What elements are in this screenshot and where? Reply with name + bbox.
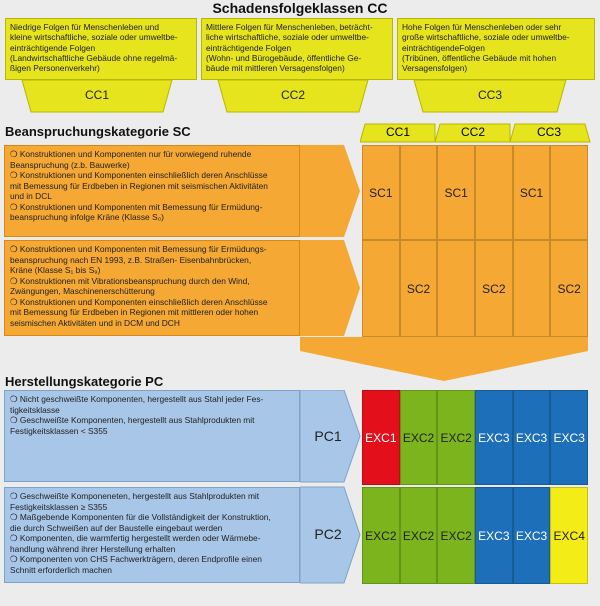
pc2-line: handlung während ihrer Herstellung erhalten	[10, 543, 176, 554]
pc2-line: die durch Schweißen auf der Baustelle eingebaut werden	[10, 522, 223, 533]
pc2-line: ❍ Komponenten, die warmfertig hergestellt werden oder Wärmebe-	[10, 533, 261, 543]
sc1-line: Beanspruchung (z.b. Bauwerke)	[10, 159, 130, 170]
grid-cell	[400, 145, 438, 240]
grid-cell: EXC2	[400, 390, 438, 485]
pc2-line: Festigkeitsklassen ≥ S355	[10, 501, 108, 512]
grid-cell: SC1	[513, 145, 551, 240]
sc2-line: seismischen Aktivitäten und in DCM und DCH	[10, 317, 180, 328]
grid-cell: SC2	[550, 240, 588, 337]
cc2-line: Mittlere Folgen für Menschenleben, beträcht-	[206, 22, 373, 32]
sc2-line: ❍ Konstruktionen und Komponenten einschließlich deren Anschlüsse	[10, 296, 268, 307]
cc3-line: einträchtigendeFolgen	[402, 42, 485, 53]
cc3-line: große wirtschaftliche, soziale oder umweltbe-	[402, 32, 570, 43]
grid-cell	[437, 240, 475, 337]
sc2-line: beanspruchung nach EN 1993, z.B. Straßen- Eisenbahnbrücken,	[10, 254, 252, 265]
pc1-label: PC1	[314, 428, 342, 444]
sc-cc1-label: CC1	[385, 125, 410, 139]
down-arrow	[300, 337, 600, 383]
sc-cc2-label: CC2	[460, 125, 485, 139]
cc-title: Schadensfolgeklassen CC	[212, 0, 388, 16]
pc-arrows	[300, 390, 362, 584]
grid-cell: EXC4	[550, 487, 588, 584]
cc2-line: einträchtigende Folgen	[206, 42, 292, 53]
cc2-line: (Wohn- und Bürogebäude, öffentliche Ge-	[206, 52, 362, 63]
sc-arrows	[300, 145, 362, 337]
pc2-line: ❍ Geschweißte Komponeneten, hergestellt aus Stahlprodukten mit	[10, 491, 260, 501]
pc1-line: tigkeitsklasse	[10, 404, 60, 415]
grid-cell	[475, 145, 513, 240]
grid-cell: EXC2	[437, 390, 475, 485]
sc1-line: beanspruchung infolge Kräne (Klasse S₀)	[10, 212, 164, 222]
grid-cell	[550, 145, 588, 240]
cc2-line: liche wirtschaftliche, soziale oder umweltbe-	[206, 32, 369, 43]
sc1-line: ❍ Konstruktionen und Komponenten nur für vorwiegend ruhende	[10, 149, 252, 159]
sc2-line: ❍ Konstruktionen mit Vibrationsbeanspruchung durch den Wind,	[10, 275, 250, 286]
pc-row-2	[362, 487, 588, 584]
pc1-line: Festigkeitsklassen < S355	[10, 425, 108, 436]
grid-cell: EXC3	[475, 390, 513, 485]
pc2-line: Schnitt erforderlich machen	[10, 564, 112, 575]
grid-cell: EXC1	[362, 390, 400, 485]
cc1-line: ßigen Personenverkehr)	[10, 63, 100, 74]
cc2-tab-label: CC2	[280, 88, 305, 102]
grid-cell: EXC3	[550, 390, 588, 485]
cc1-line: (Landwirtschaftliche Gebäude ohne regelmä-	[10, 52, 178, 63]
grid-cell: EXC3	[513, 487, 551, 584]
cc2-line: bäude mit mittleren Versagensfolgen)	[206, 63, 345, 74]
sc1-line: ❍ Konstruktionen und Komponenten mit Bemessung für Ermüdung-	[10, 201, 263, 212]
cc3-line: Hohe Folgen für Menschenleben oder sehr	[402, 22, 562, 32]
sc2-line: Zwängungen, Maschinenerschütterung	[10, 286, 155, 296]
pc2-line: ❍ Maßgebende Komponenten für die Vollständigkeit der Konstruktion,	[10, 512, 271, 522]
grid-cell: SC1	[362, 145, 400, 240]
cc1-tab-label: CC1	[84, 88, 109, 102]
pc-title: Herstellungskategorie PC	[5, 374, 164, 389]
grid-cell: EXC3	[513, 390, 551, 485]
sc-cc3-label: CC3	[536, 125, 561, 139]
sc1-arrow-shape	[300, 145, 360, 237]
cc1-line: einträchtigende Folgen	[10, 42, 96, 53]
sc2-arrow-shape	[300, 240, 360, 336]
cc1-description	[5, 18, 197, 80]
sc2-description	[4, 240, 300, 336]
pc-row-1	[362, 390, 588, 485]
sc2-line: mit Bemessung für Erdbeben in Regionen mit mittleren oder hohen	[10, 307, 259, 317]
pc2-label: PC2	[314, 526, 342, 542]
grid-cell	[513, 240, 551, 337]
sc2-line: ❍ Konstruktionen und Komponenten mit Bemessung für Ermüdungs-	[10, 244, 267, 254]
sc-title: Beanspruchungskategorie SC	[5, 124, 191, 139]
pc2-description	[4, 487, 300, 583]
sc-row-1	[362, 145, 588, 240]
pc1-description	[4, 390, 300, 482]
grid-cell: SC2	[475, 240, 513, 337]
grid-cell	[362, 240, 400, 337]
cc3-tab-label: CC3	[477, 88, 502, 102]
cc3-line: (Tribünen, öffentliche Gebäude mit hohen	[402, 52, 557, 63]
pc1-line: ❍ Geschweißte Komponenten, hergestellt aus Stahlprodukten mit	[10, 415, 255, 425]
sc1-description	[4, 145, 300, 237]
cc2-description	[201, 18, 393, 80]
down-arrow-shape	[300, 337, 588, 381]
grid-cell: EXC2	[400, 487, 438, 584]
sc1-line: und in DCL	[10, 191, 52, 201]
sc1-line: ❍ Konstruktionen und Komponenten einschließlich deren Anschlüsse	[10, 170, 268, 180]
grid-cell: SC1	[437, 145, 475, 240]
grid-cell: SC2	[400, 240, 438, 337]
grid-cell: EXC3	[475, 487, 513, 584]
grid-cell: EXC2	[362, 487, 400, 584]
sc2-line: Kräne (Klasse S₁ bis S₉)	[10, 265, 101, 275]
pc1-line: ❍ Nicht geschweißte Komponenten, hergestellt aus Stahl jeder Fes-	[10, 394, 264, 404]
grid-cell: EXC2	[437, 487, 475, 584]
sc-row-2	[362, 240, 588, 337]
cc3-line: Versagensfolgen)	[402, 63, 468, 74]
cc1-line: kleine wirtschaftliche, soziale oder umweltbe-	[10, 32, 178, 43]
cc1-line: Niedrige Folgen für Menschenleben und	[10, 22, 159, 32]
pc2-line: ❍ Komponenten von CHS Fachwerkträgern, deren Endprofile einen	[10, 554, 262, 564]
sc1-line: mit Bemessung für Erdbeben in Regionen mit seismischen Aktivitäten	[10, 180, 268, 191]
cc3-description	[397, 18, 595, 80]
